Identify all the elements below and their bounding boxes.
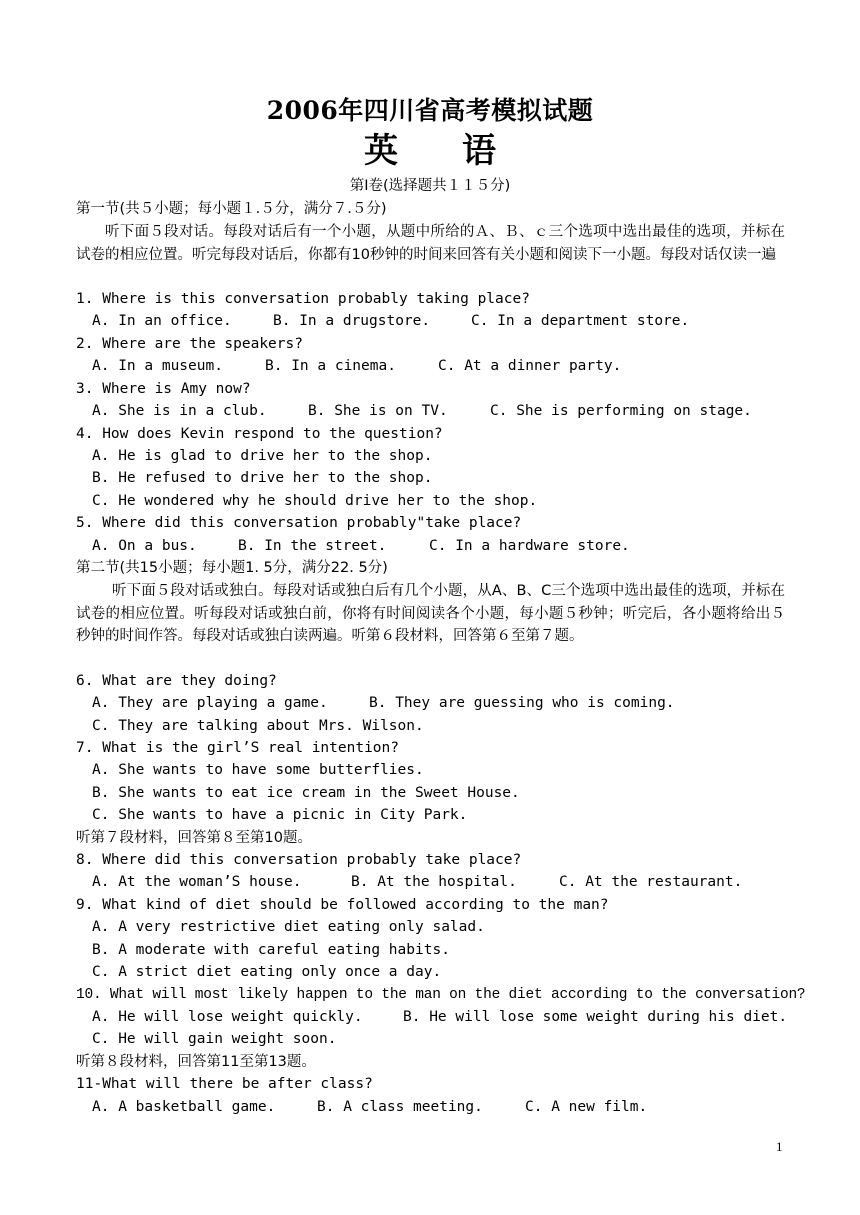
option-6c: C. They are talking about Mrs. Wilson. — [92, 718, 424, 734]
option-2c: C. At a dinner party. — [438, 358, 622, 374]
question-11: 11-What will there be after class? — [76, 1076, 373, 1092]
option-6a: A. They are playing a game. — [92, 695, 328, 711]
option-11a: A. A basketball game. — [92, 1099, 276, 1115]
question-2: 2. Where are the speakers? — [76, 336, 303, 352]
option-6b: B. They are guessing who is coming. — [369, 695, 675, 711]
option-8c: C. At the restaurant. — [559, 874, 743, 890]
question-10: 10. What will most likely happen to the man on the diet according to the conversation? — [76, 987, 806, 1003]
question-8: 8. Where did this conversation probably take place? — [76, 852, 522, 868]
option-9b: B. A moderate with careful eating habits. — [92, 942, 450, 958]
volume-heading: 第Ⅰ卷(选择题共１１５分) — [349, 178, 511, 194]
subject-char-1: 英 — [364, 131, 398, 171]
subject-char-2: 语 — [462, 131, 496, 171]
option-8b: B. At the hospital. — [351, 874, 517, 890]
question-5: 5. Where did this conversation probably"take place? — [76, 515, 522, 531]
option-10c: C. He will gain weight soon. — [92, 1031, 337, 1047]
material-8-note: 听第８段材料，回答第11至第13题。 — [76, 1054, 316, 1070]
option-4b: B. He refused to drive her to the shop. — [92, 470, 433, 486]
option-3b: B. She is on TV. — [308, 403, 448, 419]
option-7c: C. She wants to have a picnic in City Park. — [92, 807, 468, 823]
section1-instruction: 听下面５段对话。每段对话后有一个小题，从题中所给的Ａ、Ｂ、ｃ三个选项中选出最佳的选项，并标在试卷的相应位置。听完每段对话后，你都有10秒钟的时间来回答有关小题和阅读下一小题。每段对话仅读一遍 — [76, 224, 785, 263]
question-3: 3. Where is Amy now? — [76, 381, 251, 397]
option-4c: C. He wondered why he should drive her to the shop. — [92, 493, 538, 509]
option-1b: B. In a drugstore. — [273, 313, 431, 329]
exam-title: 2006年四川省高考模拟试题 — [266, 96, 594, 125]
option-1a: A. In an office. — [92, 313, 232, 329]
page-number: 1 — [776, 1139, 783, 1154]
option-3a: A. She is in a club. — [92, 403, 267, 419]
subject-title — [0, 130, 860, 172]
section1-heading: 第一节(共５小题；每小题１.５分，满分７.５分) — [76, 201, 387, 217]
option-7b: B. She wants to eat ice cream in the Sweet House. — [92, 785, 520, 801]
material-7-note: 听第７段材料，回答第８至第10题。 — [76, 830, 312, 846]
option-4a: A. He is glad to drive her to the shop. — [92, 448, 433, 464]
option-11b: B. A class meeting. — [317, 1099, 483, 1115]
option-2b: B. In a cinema. — [265, 358, 396, 374]
option-2a: A. In a museum. — [92, 358, 223, 374]
section2-heading: 第二节(共15小题；每小题1. 5分，满分22. 5分) — [76, 560, 388, 576]
question-6: 6. What are they doing? — [76, 673, 277, 689]
option-5b: B. In the street. — [238, 538, 387, 554]
option-3c: C. She is performing on stage. — [490, 403, 752, 419]
option-7a: A. She wants to have some butterflies. — [92, 762, 424, 778]
option-11c: C. A new film. — [525, 1099, 648, 1115]
option-5c: C. In a hardware store. — [429, 538, 630, 554]
question-7: 7. What is the girl’S real intention? — [76, 740, 400, 756]
option-9c: C. A strict diet eating only once a day. — [92, 964, 442, 980]
option-10a: A. He will lose weight quickly. — [92, 1009, 363, 1025]
question-4: 4. How does Kevin respond to the question? — [76, 426, 443, 442]
option-1c: C. In a department store. — [471, 313, 690, 329]
option-9a: A. A very restrictive diet eating only salad. — [92, 919, 485, 935]
option-8a: A. At the woman’S house. — [92, 874, 302, 890]
question-9: 9. What kind of diet should be followed according to the man? — [76, 897, 609, 913]
option-10b: B. He will lose some weight during his diet. — [403, 1009, 788, 1025]
question-1: 1. Where is this conversation probably taking place? — [76, 291, 530, 307]
section2-instruction: 听下面５段对话或独白。每段对话或独白后有几个小题，从A、B、C三个选项中选出最佳的选项，并标在试卷的相应位置。听每段对话或独白前，你将有时间阅读各个小题，每小题５秒钟；听完后，各小题将给出５秒钟的时间作答。每段对话或独白读两遍。听第６段材料，回答第６至第７题。 — [76, 583, 785, 644]
option-5a: A. On a bus. — [92, 538, 197, 554]
